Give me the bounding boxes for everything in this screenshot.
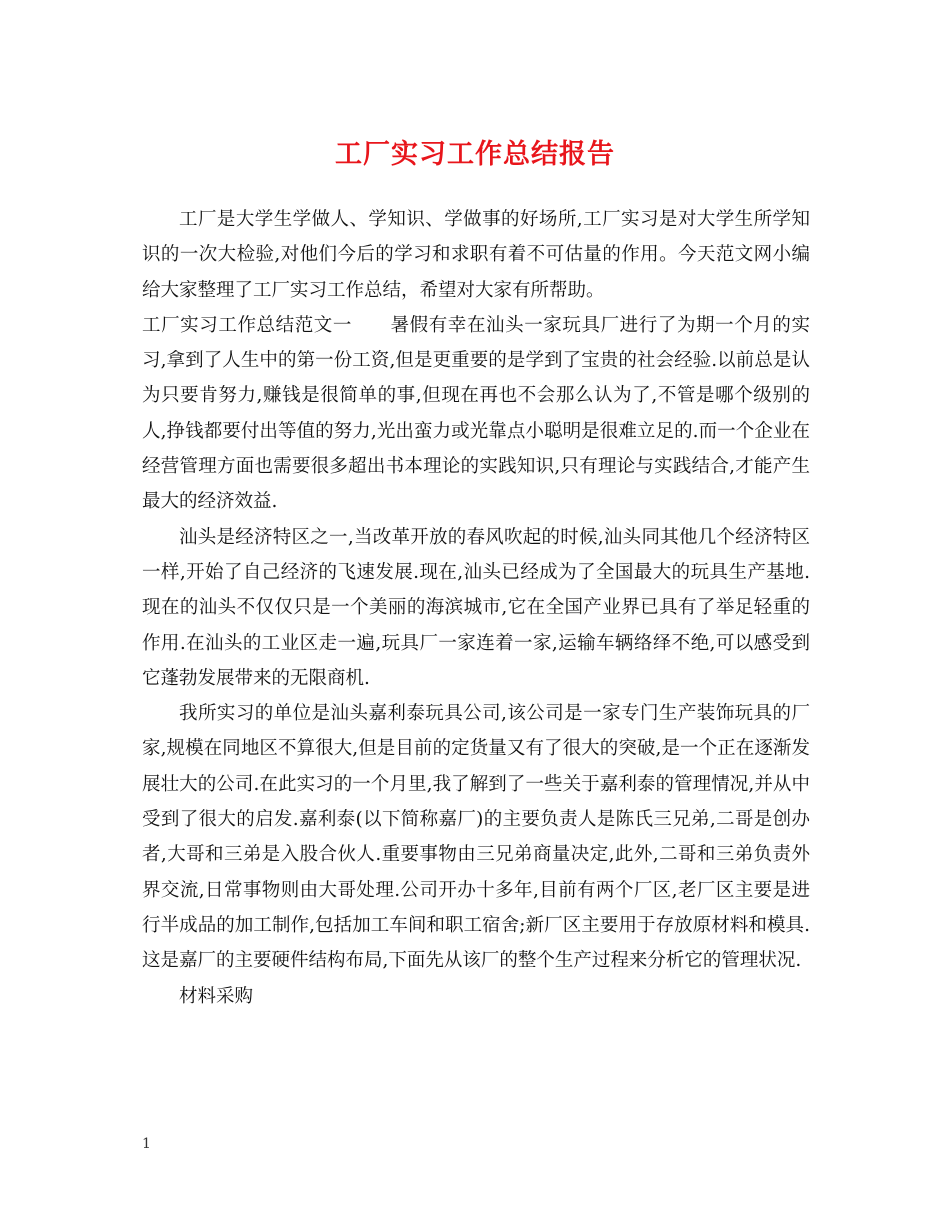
shantou-paragraph: 汕头是经济特区之一,当改革开放的春风吹起的时候,汕头同其他几个经济特区一样,开始了自己经济的飞速发展.现在,汕头已经成为了全国最大的玩具生产基地.现在的汕头不仅仅只是一个美丽的海滨城市,它在全国产业界已具有了举足轻重的作用.在汕头的工业区走一遍,玩具厂一家连着一家,运输车辆络绎不绝,可以感受到它蓬勃发展带来的无限商机. [142, 526, 810, 689]
company-paragraph: 我所实习的单位是汕头嘉利泰玩具公司,该公司是一家专门生产装饰玩具的厂家,规模在同地区不算很大,但是目前的定货量又有了很大的突破,是一个正在逐渐发展壮大的公司.在此实习的一个月里,我了解到了一些关于嘉利泰的管理情况,并从中受到了很大的启发.嘉利泰(以下简称嘉厂)的主要负责人是陈氏三兄弟,二哥是创办者,大哥和三弟是入股合伙人.重要事物由三兄弟商量决定,此外,二哥和三弟负责外界交流,日常事物则由大哥处理.公司开办十多年,目前有两个厂区,老厂区主要是进行半成品的加工制作,包括加工车间和职工宿舍;新厂区主要用于存放原材料和模具.这是嘉厂的主要硬件结构布局,下面先从该厂的整个生产过程来分析它的管理状况. [142, 703, 810, 972]
sample-paragraph [142, 308, 810, 520]
sample-text: 暑假有幸在汕头一家玩具厂进行了为期一个月的实习,拿到了人生中的第一份工资,但是更重要的是学到了宝贵的社会经验.以前总是认为只要肯努力,赚钱是很简单的事,但现在再也不会那么认为了,不管是哪个级别的人,挣钱都要付出等值的努力,光出蛮力或光靠点小聪明是很难立足的.而一个企业在经营管理方面也需要很多超出书本理论的实践知识,只有理论与实践结合,才能产生最大的经济效益. [142, 314, 810, 513]
section-heading: 材料采购 [179, 985, 254, 1007]
intro-paragraph: 工厂是大学生学做人、学知识、学做事的好场所,工厂实习是对大学生所学知识的一次大检验,对他们今后的学习和求职有着不可估量的作用。今天范文网小编给大家整理了工厂实习工作总结，希望对大家有所帮助。 [142, 209, 810, 301]
sample-label: 工厂实习工作总结范文一 [142, 314, 352, 336]
document-title: 工厂实习工作总结报告 [335, 139, 615, 170]
page-number: 1 [142, 1136, 151, 1152]
document-body [142, 202, 810, 1014]
